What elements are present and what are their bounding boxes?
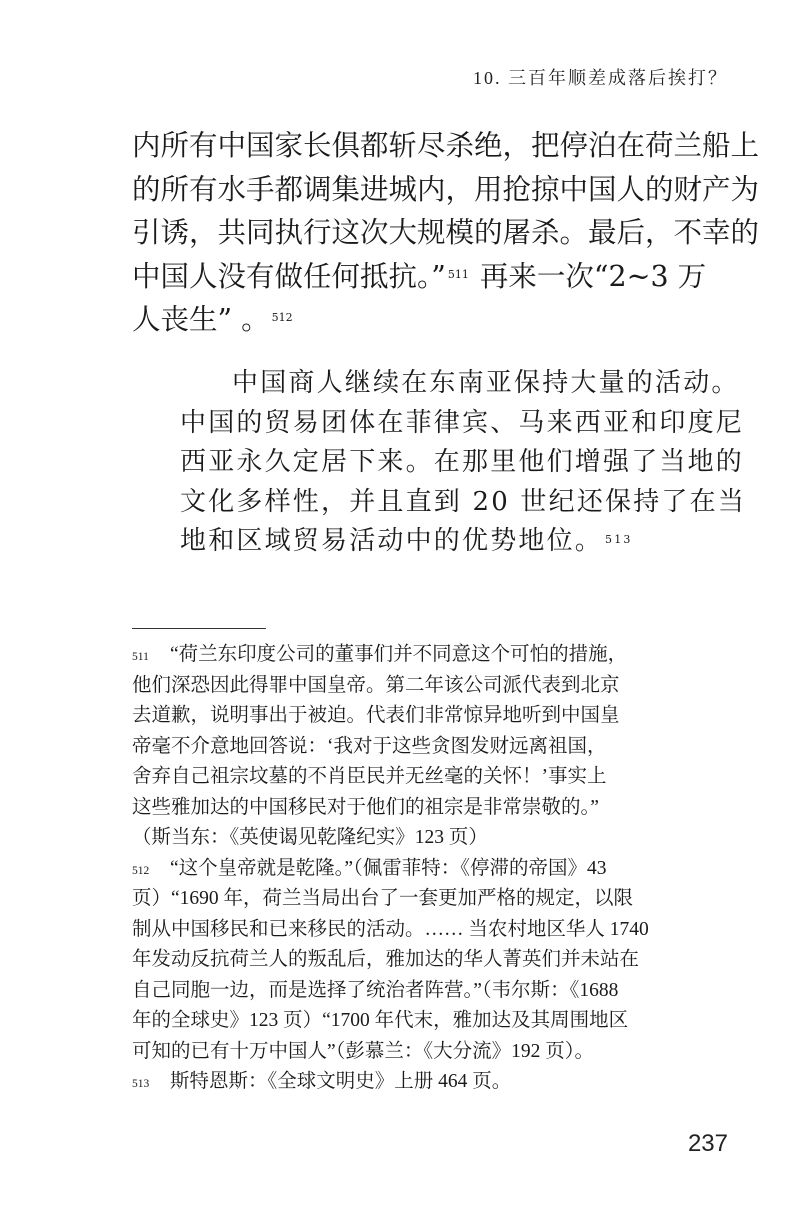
footnote-511-line: （斯当东：《英使谒见乾隆纪实》123 页）: [132, 827, 488, 848]
footnote-513-line: [132, 1067, 692, 1098]
footnote-512-line: [132, 854, 692, 885]
footnote-511-line: 他们深恐因此得罪中国皇帝。第二年该公司派代表到北京: [132, 674, 620, 696]
body-line-text: 中国人没有做任何抵抗。”: [132, 259, 446, 293]
footnote-512-line: 可知的已有十万中国人”（彭慕兰：《大分流》192 页）。: [132, 1040, 595, 1062]
footnotes: [132, 640, 692, 1098]
footnote-511-line: 帝毫不介意地回答说：‘我对于这些贪图发财远离祖国，: [132, 735, 607, 757]
footnote-512-line: 制从中国移民和已来移民的活动。…… 当农村地区华人 1740: [132, 918, 649, 940]
footnote-ref-511[interactable]: 511: [447, 267, 469, 281]
main-paragraph: [132, 124, 760, 342]
quote-line: 文化多样性，并且直到 20 世纪还保持了在当: [180, 486, 747, 517]
footnote-text: “荷兰东印度公司的董事们并不同意这个可怕的措施，: [170, 644, 628, 665]
footnote-512-line: 年的全球史》123 页）“1700 年代末，雅加达及其周围地区: [132, 1010, 629, 1031]
footnote-ref-513[interactable]: 513: [605, 533, 633, 546]
footnote-511-line: [132, 640, 692, 671]
quote-line: 中国的贸易团体在菲律宾、马来西亚和印度尼: [180, 407, 745, 438]
body-line: 引诱，共同执行这次大规模的屠杀。最后，不幸的: [132, 216, 760, 249]
footnote-ref-512[interactable]: 512: [271, 311, 293, 324]
footnote-number: 511: [132, 651, 149, 663]
footnote-511-line: 这些雅加达的中国移民对于他们的祖宗是非常崇敬的。”: [132, 796, 599, 818]
block-quote: [180, 364, 747, 562]
footnote-512-line: 年发动反抗荷兰人的叛乱后，雅加达的华人菁英们并未站在: [132, 949, 640, 970]
quote-line: 西亚永久定居下来。在那里他们增强了当地的: [180, 447, 745, 477]
body-line: [132, 255, 707, 299]
running-header: 10. 三百年顺差成落后挨打？: [473, 68, 728, 88]
body-line-text: 人丧生” 。: [132, 303, 270, 336]
page-number: 237: [687, 1130, 728, 1157]
quote-line-text: 地和区域贸易活动中的优势地位。: [180, 526, 604, 556]
footnote-number: 512: [132, 864, 150, 877]
body-line: [132, 298, 692, 342]
footnote-divider: [132, 628, 266, 629]
footnote-text: “这个皇帝就是乾隆。”（佩雷菲特：《停滞的帝国》43: [170, 857, 607, 879]
footnote-512-line: 页）“1690 年，荷兰当局出台了一套更加严格的规定，以限: [132, 888, 634, 909]
footnote-512-line: 自己同胞一边，而是选择了统治者阵营。”（韦尔斯：《1688: [132, 979, 619, 1001]
quote-line: [180, 522, 700, 562]
footnote-511-line: 舍弃自己祖宗坟墓的不肖臣民并无丝毫的关怀！’事实上: [132, 766, 607, 787]
body-line-text: 再来一次“2~3 万: [470, 259, 707, 293]
body-line: 内所有中国家长俱都斩尽杀绝，把停泊在荷兰船上: [132, 129, 760, 162]
quote-line: 中国商人继续在东南亚保持大量的活动。: [232, 368, 740, 398]
footnote-text: 斯特恩斯：《全球文明史》上册 464 页。: [170, 1071, 512, 1092]
footnote-number: 513: [132, 1078, 150, 1090]
footnote-511-line: 去道歉，说明事出于被迫。代表们非常惊异地听到中国皇: [132, 705, 620, 726]
body-line: 的所有水手都调集进城内，用抢掠中国人的财产为: [132, 172, 760, 206]
